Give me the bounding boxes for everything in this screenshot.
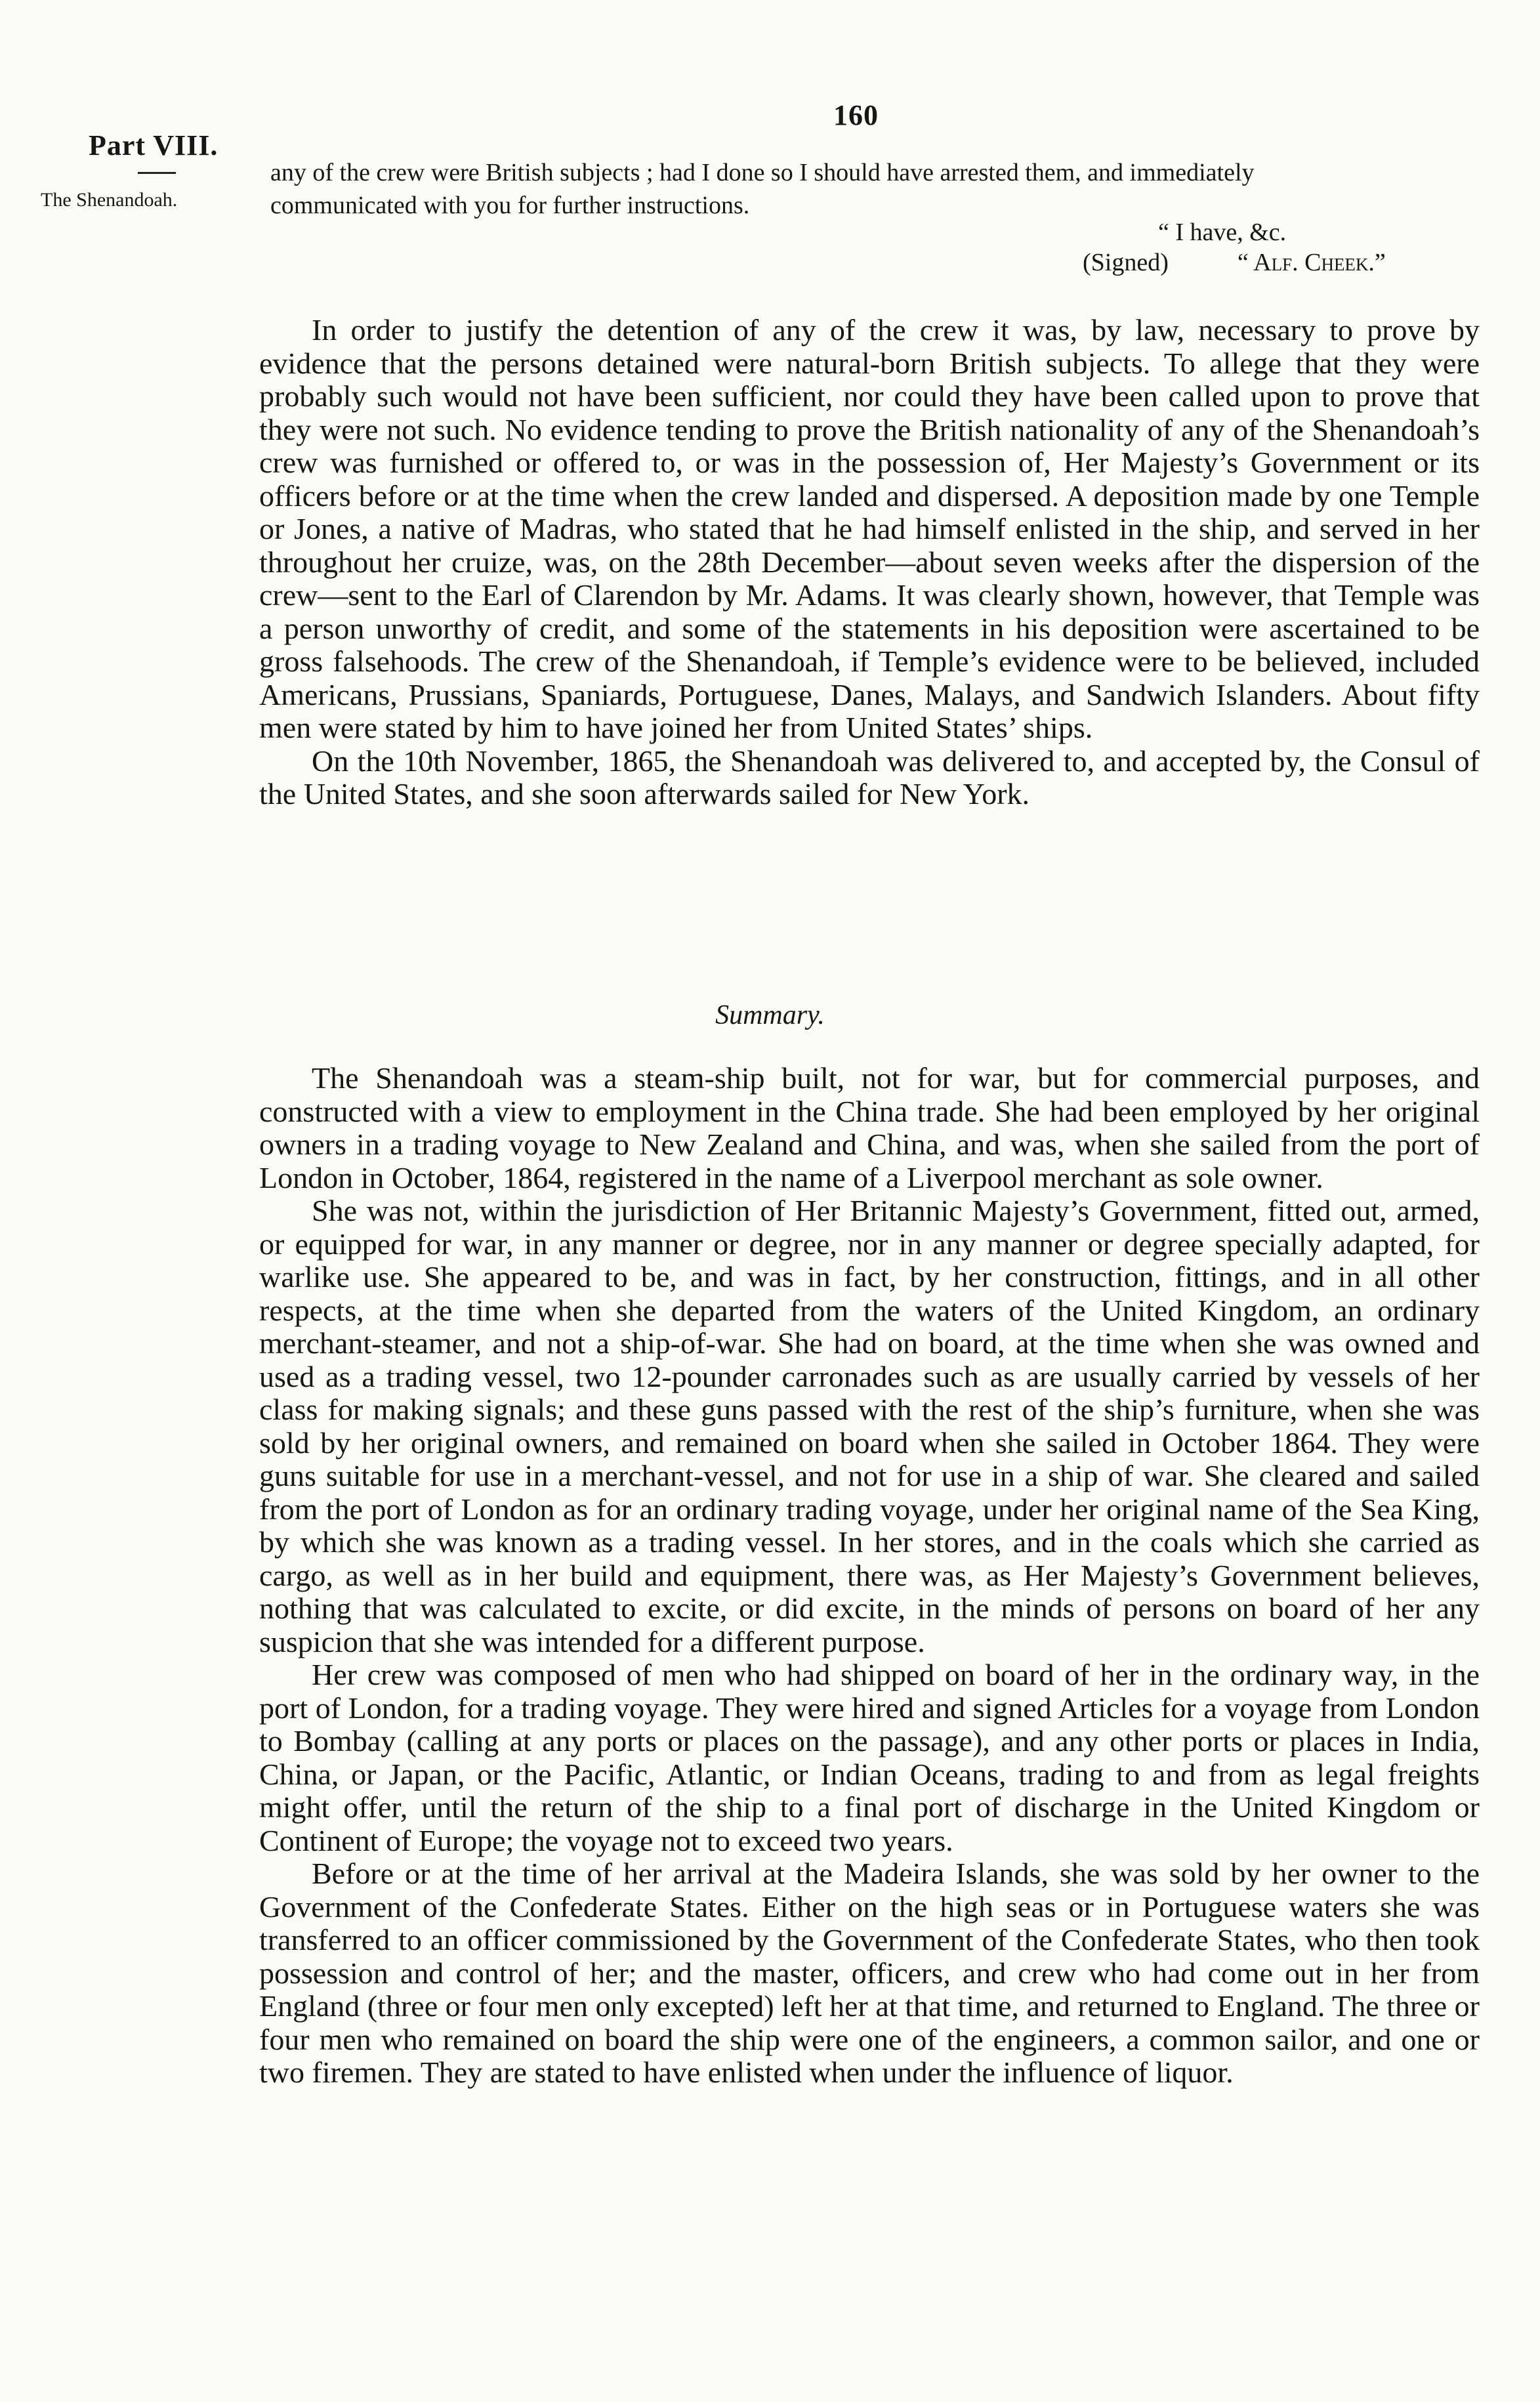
summary-heading: Summary.	[715, 1000, 825, 1030]
margin-ship-label: The Shenandoah.	[41, 189, 178, 211]
signature: “ Alf. Cheek.”	[1237, 249, 1386, 276]
body-paragraph: On the 10th November, 1865, the Shenandoah was delivered to, and accepted by, the Consul of the United States, and she soon afterwards sailed for New York.	[259, 744, 1480, 811]
letter-line-2: communicated with you for further instructions.	[270, 192, 750, 219]
page-number: 160	[833, 99, 879, 131]
summary-paragraph: She was not, within the jurisdiction of Her Britannic Majesty’s Government, fitted out, armed, or equipped for war, in any manner or degree, nor in any manner or degree specially adapted, for warlike use. She appeared to be, and was in fact, by her construction, fittings, and in all other respects, at the time when she departed from the waters of the United Kingdom, an ordinary merchant-steamer, and not a ship-of-war. She had on board, at the time when she was owned and used as a trading vessel, two 12-pounder carronades such as are usually carried by vessels of her class for making signals; and these guns passed with the rest of the ship’s furniture, when she was sold by her original owners, and remained on board when she sailed in October 1864. They were guns suitable for use in a merchant-vessel, and not for use in a ship of war. She cleared and sailed from the port of London as for an ordinary trading voyage, under her original name of the Sea King, by which she was known as a trading vessel. In her stores, and in the coals which she carried as cargo, as well as in her build and equipment, there was, as Her Majesty’s Government believes, nothing that was calculated to excite, or did excite, in the minds of persons on board of her any suspicion that she was intended for a different purpose.	[259, 1194, 1480, 1658]
letter-line-1: any of the crew were British subjects ; had I done so I should have arrested them, and immediately	[270, 159, 1255, 186]
margin-part-label: Part VIII.	[89, 129, 219, 161]
body-paragraph: In order to justify the detention of any of the crew it was, by law, necessary to prove by evidence that the persons detained were natural-born British subjects. To allege that they were probably such would not have been sufficient, nor could they have been called upon to prove that they were not such. No evidence tending to prove the British nationality of any of the Shenandoah’s crew was furnished or offered to, or was in the possession of, Her Majesty’s Government or its officers before or at the time when the crew landed and dispersed. A deposition made by one Temple or Jones, a native of Madras, who stated that he had himself enlisted in the ship, and served in her throughout her cruize, was, on the 28th December—about seven weeks after the dispersion of the crew—sent to the Earl of Clarendon by Mr. Adams. It was clearly shown, however, that Temple was a person unworthy of credit, and some of the statements in his deposition were ascertained to be gross falsehoods. The crew of the Shenandoah, if Temple’s evidence were to be believed, included Americans, Prussians, Spaniards, Portuguese, Danes, Malays, and Sandwich Islanders. About fifty men were stated by him to have joined her from United States’ ships.	[259, 313, 1480, 744]
summary-text	[259, 1062, 1480, 2090]
margin-divider	[138, 172, 176, 174]
letter-closing: “ I have, &c.	[1158, 219, 1287, 246]
letter-signature-line	[1083, 248, 1386, 277]
signed-label: (Signed)	[1083, 249, 1169, 276]
summary-paragraph: The Shenandoah was a steam-ship built, not for war, but for commercial purposes, and constructed with a view to employment in the China trade. She had been employed by her original owners in a trading voyage to New Zealand and China, and was, when she sailed from the port of London in October, 1864, registered in the name of a Liverpool merchant as sole owner.	[259, 1061, 1480, 1194]
summary-paragraph: Her crew was composed of men who had shipped on board of her in the ordinary way, in the port of London, for a trading voyage. They were hired and signed Articles for a voyage from London to Bombay (calling at any ports or places on the passage), and any other ports or places in India, China, or Japan, or the Pacific, Atlantic, or Indian Oceans, trading to and from as legal freights might offer, until the return of the ship to a final port of discharge in the United Kingdom or Continent of Europe; the voyage not to exceed two years.	[259, 1658, 1480, 1857]
body-text	[259, 314, 1480, 811]
summary-paragraph: Before or at the time of her arrival at the Madeira Islands, she was sold by her owner to the Government of the Confederate States. Either on the high seas or in Portuguese waters she was transferred to an officer commissioned by the Government of the Confederate States, who then took possession and control of her; and the master, officers, and crew who had come out in her from England (three or four men only excepted) left her at that time, and returned to England. The three or four men who remained on board the ship were one of the engineers, a common sailor, and one or two firemen. They are stated to have enlisted when under the influence of liquor.	[259, 1857, 1480, 2089]
